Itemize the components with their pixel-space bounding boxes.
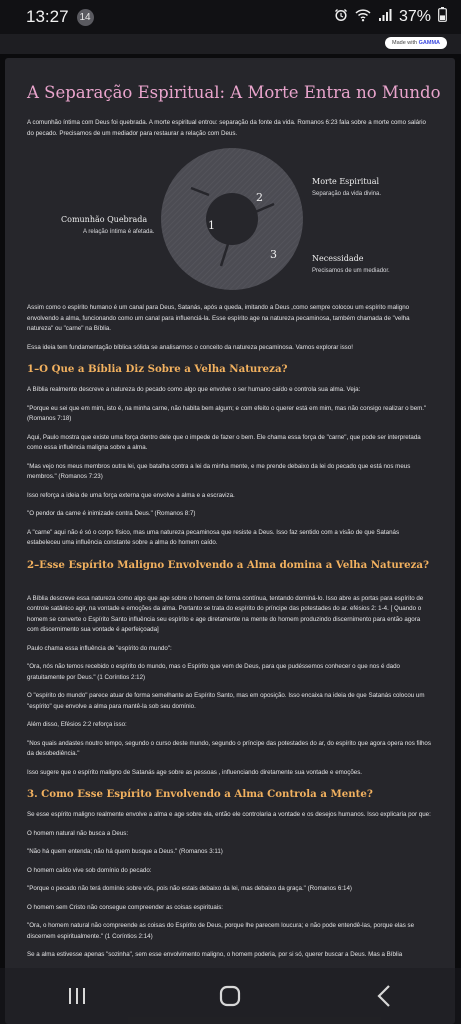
paragraph: Aqui, Paulo mostra que existe uma força dentro dele que o impede de fazer o bem. Ele chama essa força de "carne", que pode ser interpretada como essa influência maligna sobre a alma. [27, 433, 421, 451]
paragraph: Isso reforça a ideia de uma força externa que envolve a alma e a escraviza. [27, 491, 235, 499]
recent-apps-button[interactable] [57, 976, 97, 1016]
paragraph: O homem sem Cristo não consegue compreender as coisas espirituais: [27, 903, 224, 911]
label-necessidade-sub: Precisamos de um mediador. [312, 268, 390, 274]
status-time: 13:27 [26, 7, 69, 26]
quote: "Porque eu sei que em mim, isto é, na minha carne, não habita bem algum; e com efeito o querer está em mim, mas não consigo realizar o bem." (Romanos 7:18) [27, 404, 427, 422]
intro-text: A comunhão íntima com Deus foi quebrada. A morte espiritual entrou: separação da fonte da vida. Romanos 6:23 fala sobre a morte como salário do pecado. Precisamos de um mediador para restaurar a relação com Deus. [27, 119, 426, 137]
paragraph: A "carne" aqui não é só o corpo físico, mas uma natureza pecaminosa que resiste a Deus. Isso faz sentido com a visão de que Satanás estabeleceu uma influência constante sobre a alma do homem caído. [27, 528, 400, 546]
battery-icon [438, 7, 447, 27]
presentation-card [5, 58, 455, 1024]
recent-apps-icon [66, 986, 88, 1006]
paragraph: Se a alma estivesse apenas "sozinha", sem esse envolvimento maligno, o homem poderia, por si só, querer buscar a Deus. Mas a Bíblia [27, 951, 403, 958]
status-icons [334, 7, 447, 27]
paragraph: Assim como o espírito humano é um canal para Deus, Satanás, após a queda, imitando a Deus ,como sempre colocou um espírito maligno envolvendo a alma, funcionando como um canal para influenciá-la. Esse espírito age na natureza pecaminosa, também chamada de "velha natureza" ou "carne" na Bíblia. [27, 304, 410, 332]
badge-prefix: Made with [392, 40, 419, 46]
cycle-ring [157, 147, 307, 291]
quote: "Ora, nós não temos recebido o espírito do mundo, mas o Espírito que vem de Deus, para que pudéssemos conhecer o que nos é dado gratuitamente por Deus." (1 Coríntios 2:12) [27, 663, 400, 681]
badge-brand: GAMMA [418, 40, 440, 46]
status-bar [0, 0, 461, 34]
paragraph: O "espírito do mundo" parece atuar de forma semelhante ao Espírito Santo, mas em oposição. Isso encaixa na ideia de que Satanás colocou um "espírito" que envolve a alma para mantê-la sob seu domínio. [27, 692, 425, 710]
label-comunhao-sub: A relação íntima é afetada. [83, 229, 155, 235]
quote: "Mas vejo nos meus membros outra lei, que batalha contra a lei da minha mente, e me prende debaixo da lei do pecado que está nos meus membros." (Romanos 7:23) [27, 462, 411, 480]
quote: "Não há quem entenda; não há quem busque a Deus." (Romanos 3:11) [27, 848, 223, 855]
system-nav-bar [0, 968, 461, 1024]
paragraph: O homem natural não busca a Deus: [27, 829, 129, 837]
label-necessidade [312, 254, 390, 274]
back-button[interactable] [364, 976, 404, 1016]
paragraph: Paulo chama essa influência de "espírito do mundo": [27, 644, 172, 652]
home-button[interactable] [210, 976, 250, 1016]
quote: "Porque o pecado não terá domínio sobre vós, pois não estais debaixo da lei, mas debaixo da graça." (Romanos 6:14) [27, 885, 352, 892]
back-icon [376, 984, 392, 1008]
paragraph: A Bíblia descreve essa natureza como algo que age sobre o homem de forma contínua, tentando dominá-lo. Isso abre as portas para espírito de controle satânico agir, na vontade e emoções da alma. Portanto se trata do espírito do príncipe das potestades do ar. efésios 2: 1-4. [ Quando o homem se converte o Espírito Santo influência seu espírito e age diretamente na mente do homem produzindo discernimento para então agora com discernimento sua vontade é aperfeiçoada] [27, 594, 424, 633]
paragraph: Se esse espírito maligno realmente envolve a alma e age sobre ela, então ele controlaria a vontade e os desejos humanos. Isso explicaria por que: [27, 811, 431, 818]
segment-label-1: 1 [208, 219, 215, 232]
label-comunhao-title: Comunhão Quebrada [61, 215, 148, 224]
paragraph: Além disso, Efésios 2:2 reforça isso: [27, 721, 127, 728]
label-comunhao [61, 215, 154, 235]
notification-count-badge: 14 [77, 9, 94, 26]
segment-label-3: 3 [270, 248, 277, 261]
paragraph: Essa ideia tem fundamentação bíblica sólida se analisarmos o conceito da natureza pecaminosa. Vamos explorar isso! [27, 343, 353, 351]
paragraph: Isso sugere que o espírito maligno de Satanás age sobre as pessoas , influenciando diretamente sua vontade e emoções. [27, 768, 363, 776]
cycle-diagram [27, 147, 433, 291]
section-heading-1: 1–O Que a Bíblia Diz Sobre a Velha Natureza? [27, 363, 288, 375]
alarm-icon [334, 8, 348, 27]
wifi-icon [355, 8, 371, 27]
segment-label-2: 2 [256, 191, 263, 204]
paragraph: O homem caído vive sob domínio do pecado: [27, 866, 152, 874]
label-morte-sub: Separação da vida divina. [312, 191, 382, 197]
quote: "Ora, o homem natural não compreende as coisas do Espírito de Deus, porque lhe parecem loucura; e não pode entendê-las, porque elas se discernem espiritualmente." (1 Coríntios 2:14) [27, 922, 415, 940]
label-necessidade-title: Necessidade [312, 254, 364, 263]
section-heading-3: 3. Como Esse Espírito Envolvendo a Alma Controla a Mente? [27, 788, 373, 800]
page-title: A Separação Espiritual: A Morte Entra no Mundo [27, 83, 441, 102]
paragraph: A Bíblia realmente descreve a natureza do pecado como algo que envolve o ser humano caído e controla sua alma. Veja: [27, 386, 361, 393]
section-heading-2: 2–Esse Espírito Maligno Envolvendo a Alma domina a Velha Natureza? [27, 558, 429, 571]
label-morte-title: Morte Espiritual [312, 177, 380, 186]
battery-percent: 37% [398, 8, 431, 25]
label-morte [312, 177, 381, 197]
quote: "O pendor da carne é inimizade contra Deus." (Romanos 8:7) [27, 510, 196, 517]
quote: "Nos quais andastes noutro tempo, segundo o curso deste mundo, segundo o príncipe das potestades do ar, do espírito que agora opera nos filhos da desobediência." [27, 739, 431, 757]
home-icon [218, 984, 242, 1008]
made-with-gamma-badge[interactable] [385, 37, 447, 49]
signal-icon [378, 8, 392, 27]
